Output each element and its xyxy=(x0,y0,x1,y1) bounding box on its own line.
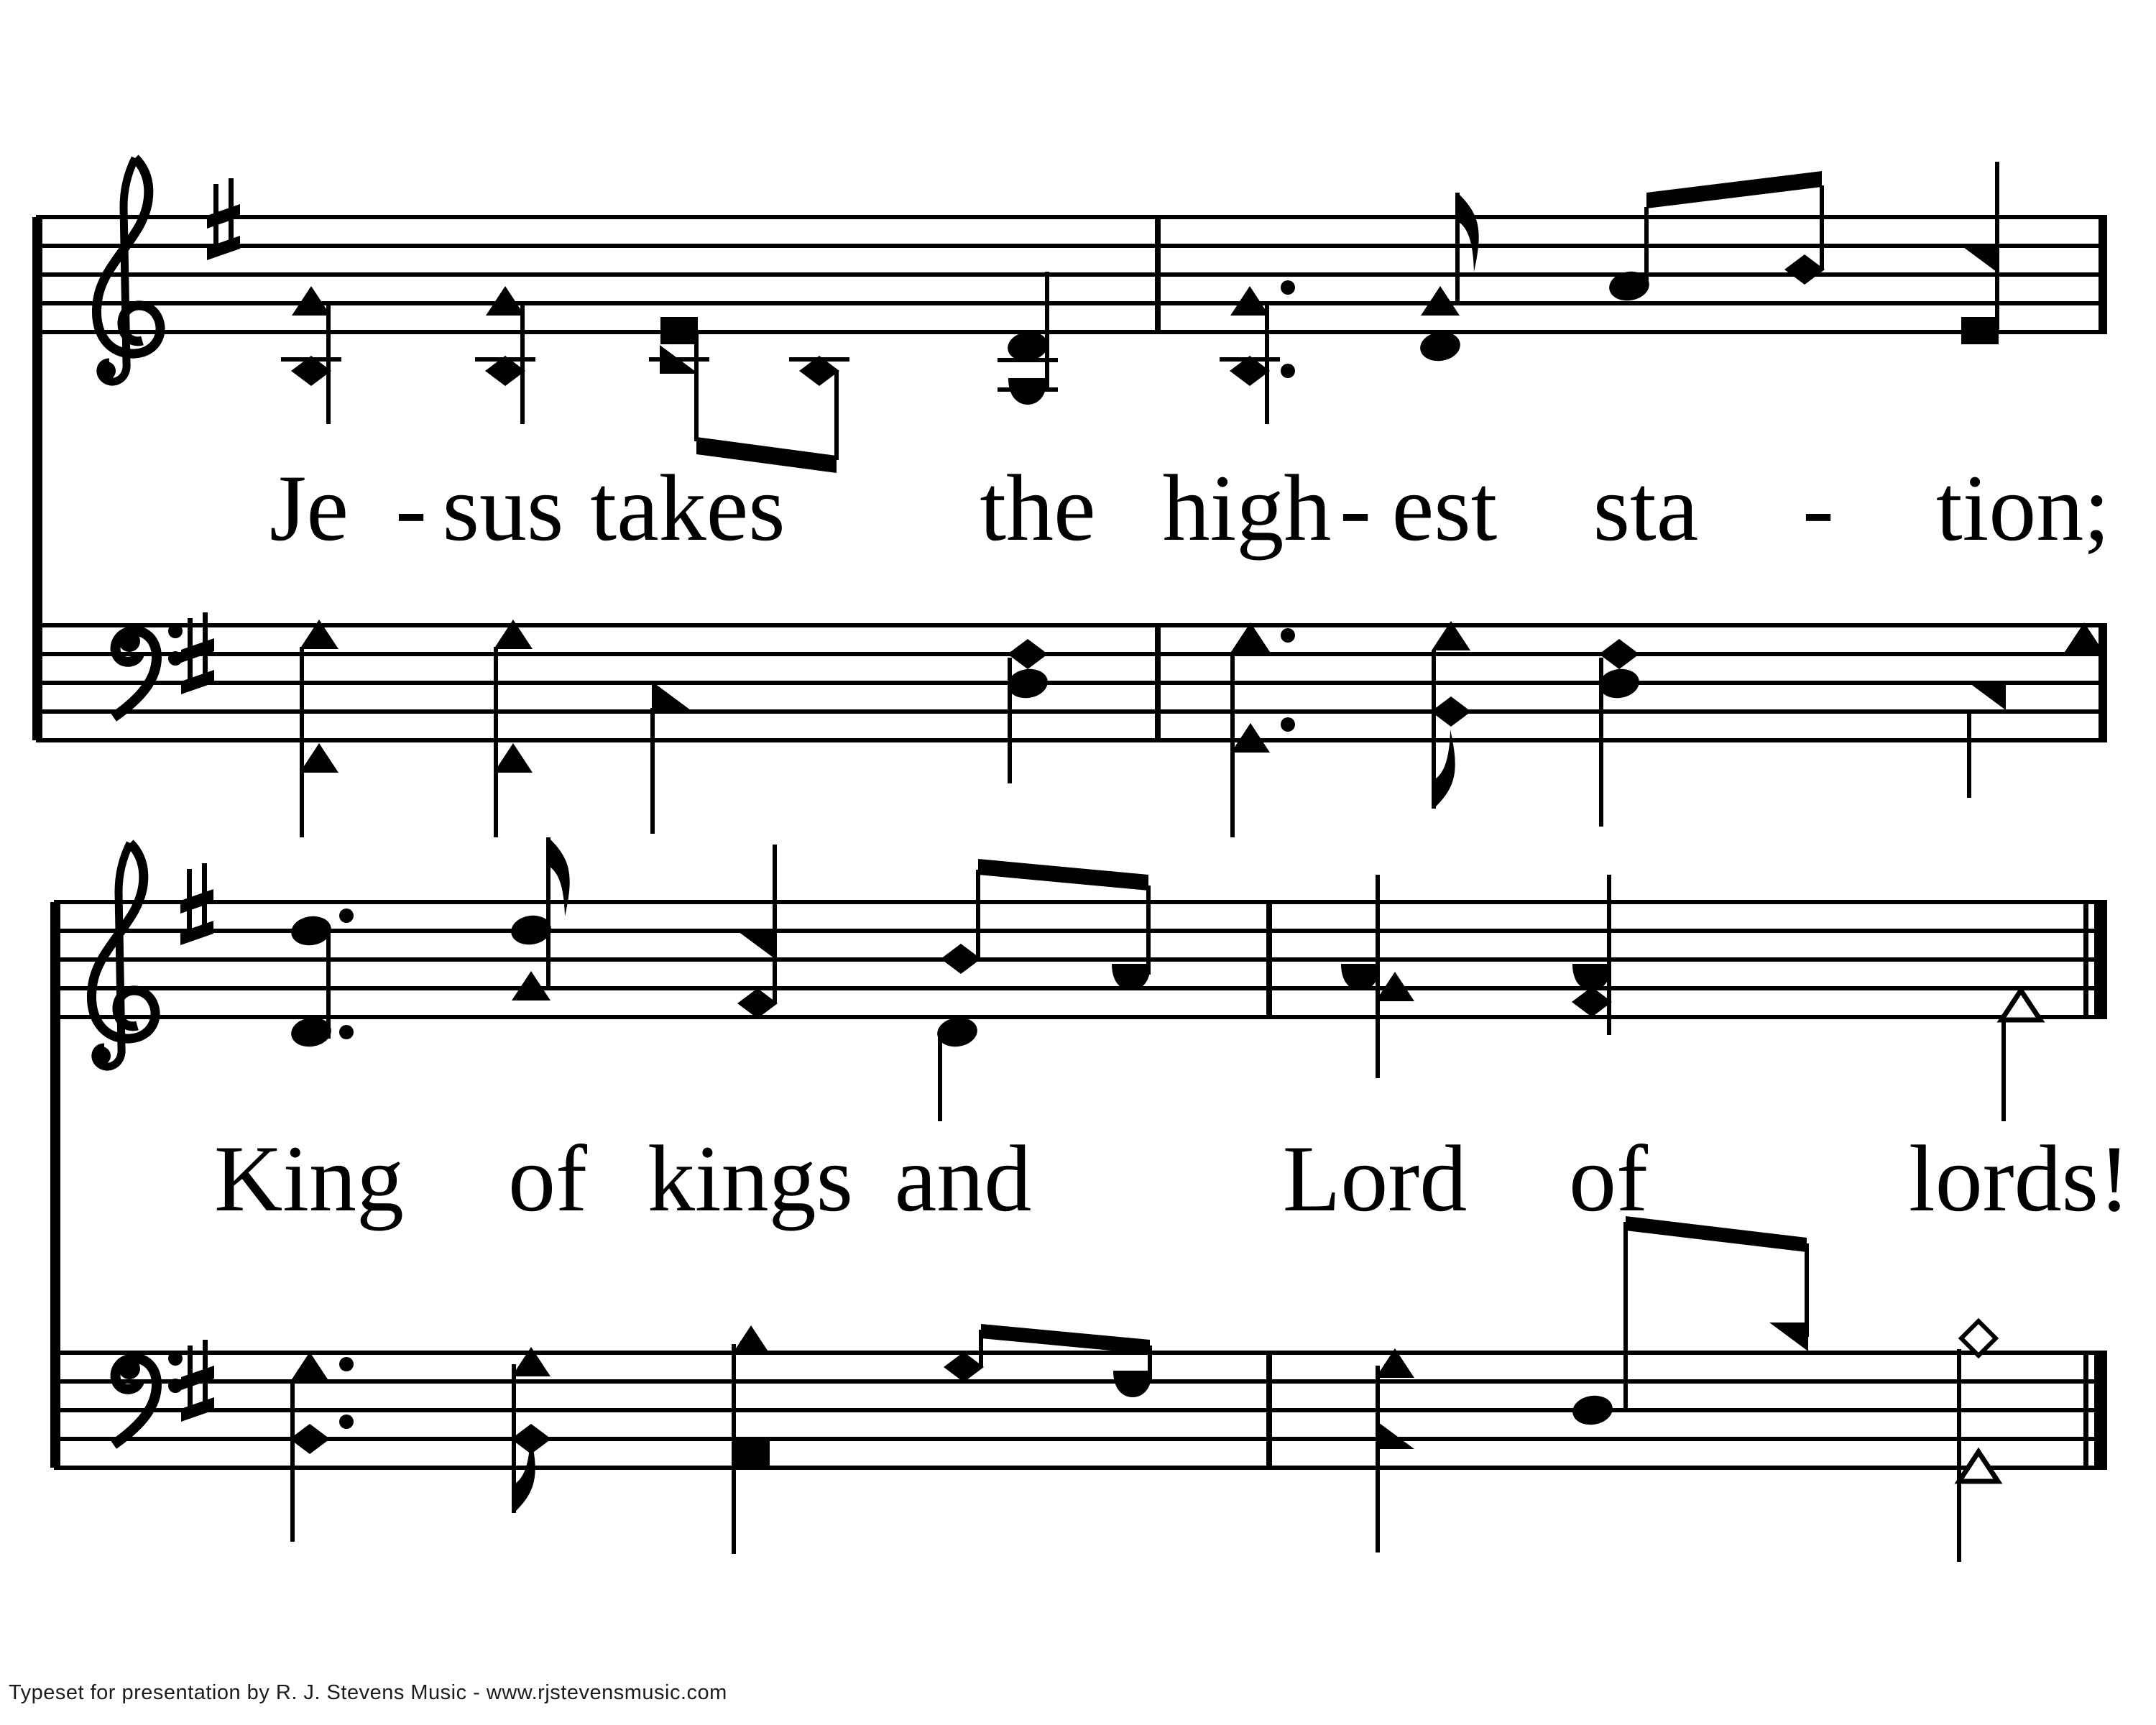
notehead-sol-oval xyxy=(1005,666,1050,701)
staff-line xyxy=(36,738,2107,742)
note-column-b1-est xyxy=(1431,621,1471,809)
bass-clef-icon xyxy=(114,1351,183,1445)
notehead-fa-wedge xyxy=(738,932,777,960)
note-column-b2-of xyxy=(511,1347,551,1513)
bass-clef-dot xyxy=(168,624,183,638)
staff-line xyxy=(54,1015,2107,1019)
notehead-do-triangle xyxy=(1230,286,1269,316)
lyric-word: Je xyxy=(270,455,349,561)
measure-barline xyxy=(1266,902,1272,1017)
system-left-barline xyxy=(32,217,42,740)
bass-clef-dot xyxy=(168,1379,183,1393)
treble-clef-icon xyxy=(96,158,160,382)
staff-line xyxy=(36,681,2107,685)
notehead-sol-oval xyxy=(1418,329,1462,364)
final-thin-barline xyxy=(2083,902,2088,1017)
notehead-mi-diamond xyxy=(737,988,778,1018)
lyric-word: the xyxy=(980,455,1096,561)
staff-line xyxy=(36,215,2107,219)
note-stem xyxy=(1265,302,1269,424)
notehead-mi-diamond xyxy=(1599,639,1639,669)
notehead-mi-diamond xyxy=(290,1424,330,1454)
note-column-b2-of2-a xyxy=(1570,1222,1628,1427)
note-column-t2-lords xyxy=(2001,990,2040,1121)
note-column-t1-tion xyxy=(1961,162,1999,344)
lyric-word: King xyxy=(214,1126,404,1231)
note-column-b2-lord xyxy=(1376,1348,1414,1552)
beam xyxy=(1626,1216,1807,1252)
notehead-la-square xyxy=(1961,317,1999,344)
lyric-word: sus xyxy=(442,455,564,561)
augmentation-dot xyxy=(1281,364,1295,378)
notehead-do-triangle xyxy=(300,743,338,773)
note-stem xyxy=(1644,207,1649,286)
note-stem xyxy=(1376,1366,1380,1552)
staff-line xyxy=(54,957,2107,962)
note-column-t2-of2 xyxy=(1572,875,1612,1035)
sharp-stroke xyxy=(207,236,240,260)
sharp-stroke xyxy=(180,889,213,914)
staff-line xyxy=(54,900,2107,904)
bass-clef-dot xyxy=(168,651,183,666)
staff-line xyxy=(54,1466,2107,1470)
notehead-fa-wedge xyxy=(652,681,691,710)
note-stem xyxy=(1045,272,1049,392)
lyric-word: lords! xyxy=(1909,1126,2130,1231)
note-column-t1-sta-2 xyxy=(1784,185,1825,285)
note-stem xyxy=(773,845,777,1003)
eighth-flag xyxy=(1457,193,1479,272)
augmentation-dot xyxy=(339,1357,354,1371)
footer-credit: Typeset for presentation by R. J. Stevens Music - www.rjstevensmusic.com xyxy=(9,1681,727,1704)
treble-clef-icon xyxy=(91,843,155,1067)
note-stem xyxy=(976,870,980,959)
note-column-t2-and-a xyxy=(941,870,981,974)
note-stem xyxy=(300,647,304,837)
notehead-fa-wedge xyxy=(1961,245,1999,274)
bass-clef-blob xyxy=(119,630,140,652)
lyric-word: high xyxy=(1162,455,1332,561)
note-stem xyxy=(520,302,525,424)
staff-line xyxy=(54,1351,2107,1355)
note-column-t2-and-alto xyxy=(935,1015,980,1121)
note-column-b1-takes xyxy=(650,681,691,834)
final-thick-barline xyxy=(2094,1353,2107,1468)
lyric-word: and xyxy=(894,1126,1032,1231)
notehead-do-triangle xyxy=(512,971,550,1000)
staff-line xyxy=(36,301,2107,305)
note-column-t1-takes-2 xyxy=(789,356,849,460)
note-column-b1-sta xyxy=(1597,639,1641,827)
bass-clef-blob xyxy=(119,1358,140,1379)
end-single-barline xyxy=(2099,217,2107,332)
note-stem xyxy=(1957,1349,1961,1562)
measure-barline xyxy=(1266,1353,1272,1468)
beam xyxy=(1646,171,1822,208)
notehead-mi-diamond xyxy=(511,1424,551,1454)
notehead-mi-diamond xyxy=(1784,254,1825,285)
notehead-mi-diamond xyxy=(1431,696,1471,727)
sharp-stroke xyxy=(181,638,214,663)
lyric-word: tion; xyxy=(1935,455,2111,561)
notehead-la-square xyxy=(732,1441,770,1468)
staff-line xyxy=(36,709,2107,714)
note-stem xyxy=(1967,712,1971,798)
notehead-do-triangle xyxy=(1421,286,1460,316)
note-column-b2-lords xyxy=(1957,1321,1998,1562)
lyric-word: takes xyxy=(590,455,786,561)
bass-clef-icon xyxy=(114,624,183,717)
treble-clef-ball xyxy=(97,362,116,380)
beam xyxy=(981,1324,1150,1354)
staff-line xyxy=(36,330,2107,334)
lyric-word: kings xyxy=(647,1126,854,1231)
note-column-t2-kings xyxy=(737,845,778,1018)
notehead-do-triangle xyxy=(494,743,533,773)
lyric-word: Lord xyxy=(1282,1126,1468,1231)
note-stem xyxy=(1623,1222,1628,1410)
augmentation-dot xyxy=(339,908,354,923)
staff-line xyxy=(54,986,2107,990)
notehead-fa-wedge xyxy=(1376,1420,1414,1449)
notehead-mi-diamond xyxy=(1008,639,1048,669)
sharp-stroke xyxy=(207,204,240,229)
lyric-hyphen: - xyxy=(1802,455,1834,561)
note-stem xyxy=(694,331,699,441)
staff-line xyxy=(54,1408,2107,1412)
note-column-b2-and-a xyxy=(944,1330,984,1382)
lyric-word: est xyxy=(1391,455,1498,561)
notehead-mi-diamond xyxy=(944,1352,984,1382)
note-stem xyxy=(1008,658,1012,783)
notehead-mi-diamond-open xyxy=(1961,1321,1996,1356)
note-stem xyxy=(494,647,498,837)
sharp-stroke xyxy=(181,1366,214,1390)
augmentation-dot xyxy=(1281,628,1295,643)
note-stem xyxy=(2001,1015,2006,1121)
note-stem xyxy=(1146,886,1151,975)
augmentation-dot xyxy=(1281,280,1295,295)
lyric-hyphen: - xyxy=(1340,455,1371,561)
notehead-do-triangle xyxy=(1231,723,1270,753)
note-column-t1-je xyxy=(281,286,341,424)
staff-line xyxy=(36,652,2107,656)
note-column-t2-lord xyxy=(1341,875,1414,1078)
note-stem xyxy=(650,708,655,834)
note-stem xyxy=(938,1032,942,1121)
notehead-sol-oval xyxy=(1570,1393,1615,1427)
note-column-t1-takes-1 xyxy=(649,317,709,441)
notehead-fa-wedge xyxy=(1769,1322,1808,1351)
augmentation-dot xyxy=(339,1414,354,1429)
note-column-b2-of2-b xyxy=(1769,1243,1809,1351)
notehead-do-triangle xyxy=(292,286,331,316)
notehead-la-square xyxy=(660,317,698,344)
note-stem xyxy=(1607,875,1611,1035)
beam xyxy=(978,859,1148,891)
staff-line xyxy=(54,1437,2107,1441)
measure-barline xyxy=(1155,625,1161,740)
note-stem xyxy=(979,1330,983,1367)
note-column-t1-sus xyxy=(475,286,535,424)
sharp-stroke xyxy=(181,670,214,694)
notehead-re-cup xyxy=(1113,1371,1152,1397)
lyric-word: sta xyxy=(1593,455,1699,561)
lyric-word: of xyxy=(508,1126,587,1231)
notehead-sol-oval xyxy=(1597,666,1641,701)
augmentation-dot xyxy=(339,1025,354,1039)
final-thick-barline xyxy=(2094,902,2107,1017)
notehead-mi-diamond xyxy=(941,944,981,974)
note-stem xyxy=(1820,185,1824,270)
notehead-do-triangle xyxy=(486,286,525,316)
sharp-stroke xyxy=(181,1397,214,1422)
staff-line xyxy=(54,929,2107,933)
treble-clef-ball xyxy=(92,1046,111,1065)
end-single-barline xyxy=(2099,625,2107,740)
final-thin-barline xyxy=(2083,1353,2088,1468)
lyric-word: of xyxy=(1569,1126,1648,1231)
sharp-stroke xyxy=(180,921,213,945)
staff-line xyxy=(36,623,2107,627)
measure-barline xyxy=(1155,217,1161,332)
augmentation-dot xyxy=(1281,717,1295,732)
lyric-hyphen: - xyxy=(395,455,427,561)
notehead-do-triangle-open xyxy=(2001,990,2040,1020)
notehead-do-triangle xyxy=(290,1352,329,1381)
note-column-t2-of xyxy=(509,837,569,1000)
notehead-fa-wedge xyxy=(1967,681,2006,710)
notehead-re-cup xyxy=(1008,378,1047,405)
note-stem xyxy=(290,1380,295,1542)
staff-line xyxy=(54,1379,2107,1384)
notehead-mi-diamond xyxy=(1572,987,1612,1017)
note-stem xyxy=(834,371,839,460)
bass-clef-dot xyxy=(168,1351,183,1366)
staff-line xyxy=(36,244,2107,248)
eighth-flag xyxy=(548,837,570,916)
note-stem xyxy=(1230,652,1235,837)
note-column-t1-the xyxy=(998,272,1058,405)
note-stem xyxy=(326,302,331,424)
system-left-barline xyxy=(50,902,60,1468)
note-column-t1-sta-1 xyxy=(1607,207,1651,303)
notehead-do-triangle xyxy=(732,1325,770,1355)
